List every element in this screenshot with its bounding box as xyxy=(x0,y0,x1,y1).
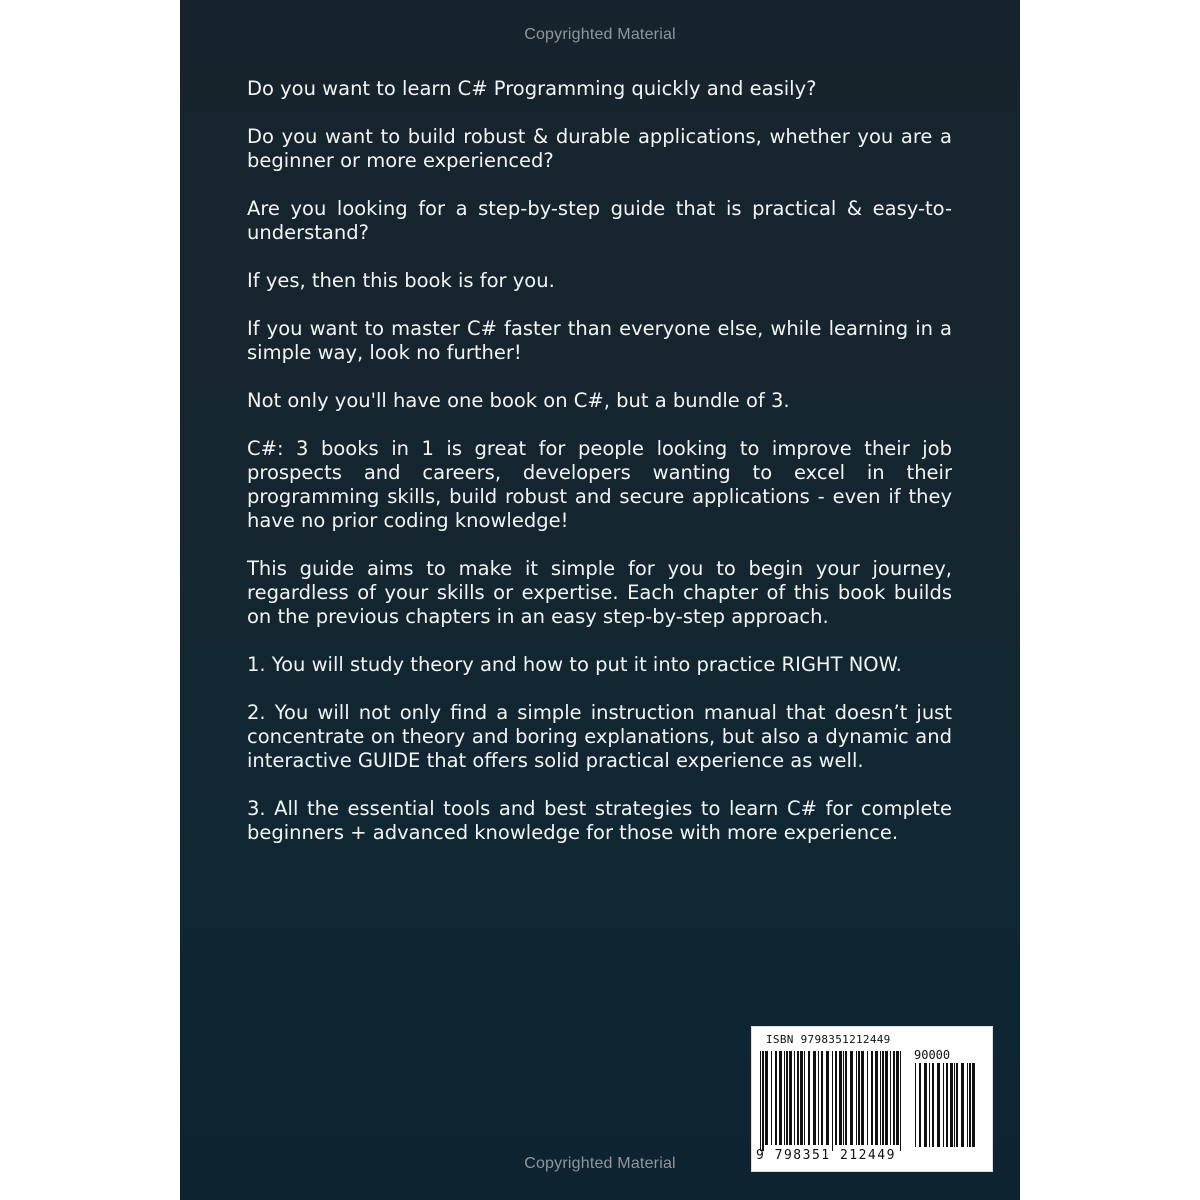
ean-digits: 9 798351 212449 xyxy=(756,1148,896,1163)
barcode-bar xyxy=(800,1051,803,1145)
barcode-bar xyxy=(835,1051,837,1145)
barcode-bar xyxy=(789,1051,792,1145)
addon-barcode-bars xyxy=(913,1063,979,1149)
barcode-bar xyxy=(845,1051,847,1145)
isbn-barcode xyxy=(751,1026,993,1172)
barcode-bar xyxy=(880,1051,881,1145)
book-back-cover xyxy=(180,0,1020,1200)
barcode-bar xyxy=(804,1051,805,1145)
barcode-bar xyxy=(961,1063,964,1147)
barcode-bar xyxy=(956,1063,958,1147)
barcode-bar xyxy=(875,1051,878,1145)
barcode-bar xyxy=(919,1063,921,1147)
barcode-bar xyxy=(839,1051,842,1145)
barcode-bar xyxy=(932,1063,934,1147)
barcode-bar xyxy=(856,1051,857,1145)
barcode-bar xyxy=(896,1051,899,1145)
barcode-bar xyxy=(950,1063,953,1147)
barcode-bar xyxy=(867,1051,868,1145)
barcode-bar xyxy=(871,1051,873,1145)
paragraph: Do you want to build robust & durable applications, whether you are a beginner or more experienced? xyxy=(247,125,952,172)
barcode-bar xyxy=(784,1051,785,1145)
blurb-text xyxy=(247,77,952,869)
barcode-bar xyxy=(779,1051,782,1145)
addon-code: 90000 xyxy=(914,1048,951,1062)
watermark-bottom: Copyrighted Material xyxy=(524,1155,676,1172)
barcode-bar xyxy=(861,1051,864,1145)
ean-barcode-bars xyxy=(758,1051,906,1151)
barcode-bar xyxy=(813,1051,816,1145)
barcode-bar xyxy=(890,1051,891,1145)
paragraph: C#: 3 books in 1 is great for people looking to improve their job prospects and careers, developers wanting to excel in their programming skills, build robust and secure applications - even if they have no prior coding knowledge! xyxy=(247,437,952,532)
barcode-bar xyxy=(826,1051,829,1145)
barcode-bar xyxy=(794,1051,795,1145)
paragraph: Do you want to learn C# Programming quickly and easily? xyxy=(247,77,817,100)
paragraph: If you want to master C# faster than everyone else, while learning in a simple way, look no further! xyxy=(247,317,952,364)
barcode-bar xyxy=(850,1051,853,1145)
paragraph: Are you looking for a step-by-step guide that is practical & easy-to-understand? xyxy=(247,197,952,244)
barcode-bar xyxy=(929,1063,930,1147)
barcode-bar xyxy=(882,1051,884,1145)
barcode-bar xyxy=(786,1051,788,1145)
barcode-bar xyxy=(924,1063,927,1147)
paragraph: 2. You will not only find a simple instruction manual that doesn’t just concentrate on theory and boring explanations, but also a dynamic and interactive GUIDE that offers solid practical experience as well. xyxy=(247,701,952,772)
barcode-bar xyxy=(969,1063,971,1147)
barcode-bar xyxy=(972,1063,975,1147)
barcode-bar xyxy=(843,1051,844,1145)
paragraph: 3. All the essential tools and best strategies to learn C# for complete beginners + advanced knowledge for those with more experience. xyxy=(247,797,952,844)
barcode-bar xyxy=(967,1063,968,1147)
barcode-bar xyxy=(818,1051,819,1145)
barcode-bar xyxy=(946,1063,948,1147)
barcode-bar xyxy=(885,1051,888,1145)
barcode-bar xyxy=(765,1051,768,1145)
barcode-bar xyxy=(797,1051,799,1145)
barcode-bar xyxy=(893,1051,895,1145)
barcode-bar xyxy=(832,1051,833,1151)
barcode-bar xyxy=(808,1051,810,1145)
barcode-bar xyxy=(771,1051,772,1145)
barcode-bar xyxy=(821,1051,823,1145)
isbn-label: ISBN 9798351212449 xyxy=(766,1033,891,1046)
barcode-bar xyxy=(762,1051,764,1151)
barcode-bar xyxy=(760,1051,761,1151)
paragraph: 1. You will study theory and how to put it into practice RIGHT NOW. xyxy=(247,653,902,676)
barcode-bar xyxy=(775,1051,777,1145)
paragraph: Not only you'll have one book on C#, but a bundle of 3. xyxy=(247,389,790,412)
watermark-top: Copyrighted Material xyxy=(524,26,676,43)
barcode-bar xyxy=(937,1063,940,1147)
paragraph: If yes, then this book is for you. xyxy=(247,269,555,292)
paragraph: This guide aims to make it simple for you to begin your journey, regardless of your skills or expertise. Each chapter of this book builds on the previous chapters in an easy step-by-step approach. xyxy=(247,557,952,628)
barcode-bar xyxy=(900,1051,901,1151)
barcode-bar xyxy=(915,1063,916,1147)
barcode-bar xyxy=(858,1051,860,1145)
barcode-bar xyxy=(943,1063,944,1147)
barcode-bar xyxy=(954,1063,955,1147)
